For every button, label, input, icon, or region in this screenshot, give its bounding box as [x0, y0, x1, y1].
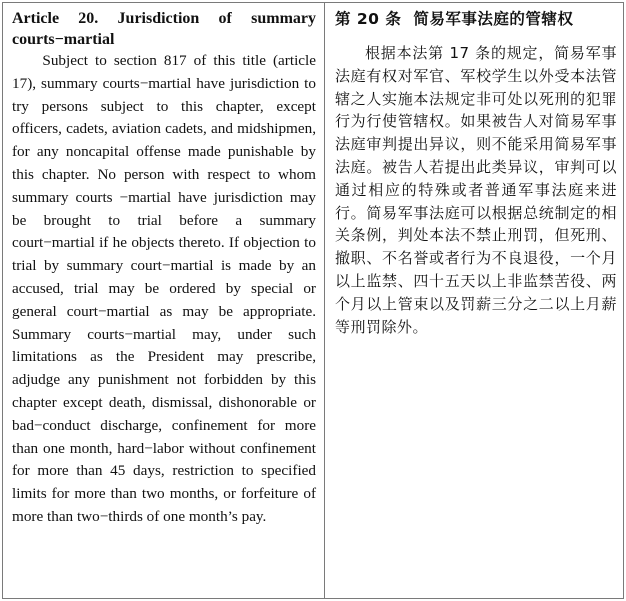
chinese-article-heading — [335, 8, 617, 30]
chinese-article-body: 根据本法第 17 条的规定，简易军事法庭有权对军官、军校学生以外受本法管辖之人实施本法规定非可处以死刑的犯罪行为行使管辖权。如果被告人对简易军事法庭审判提出异议，则不能采用简易军事法庭。被告人若提出此类异议，审判可以通过相应的特殊或者普通军事法庭来进行。简易军事法庭可以根据总统制定的相关条例，判处本法不禁止刑罚，但死刑、撤职、不名誉或者行为不良退役，一个月以上监禁、四十五天以上非监禁苦役、两个月以上管束以及罚薪三分之二以上月薪等刑罚除外。 — [335, 44, 617, 336]
english-article-title: Article 20. Jurisdiction of summary courts−martial — [12, 10, 316, 48]
bilingual-article-table — [2, 2, 624, 599]
chinese-article-number: 第 20 条 — [335, 10, 402, 28]
english-article-body: Subject to section 817 of this title (article 17), summary courts−martial have jurisdiction to try persons subject to this chapter, except officers, cadets, aviation cadets, and midshipmen, for any noncapital offense made punishable by this chapter. No person with respect to whom summary courts −martial have jurisdiction may be brought to trial before a summary court−martial if he objects thereto. If objection to trial by summary court−martial is made by an accused, trial may be ordered by special or general court−martial as may be appropriate. Summary courts−martial may, under such limitations as the President may prescribe, adjudge any punishment not forbidden by this chapter except death, dismissal, dishonorable or bad−conduct discharge, confinement for more than one month, hard−labor without confinement for more than 45 days, restriction to specified limits for more than two months, or forfeiture of more than two−thirds of one month’s pay. — [12, 52, 316, 525]
chinese-column — [325, 3, 623, 598]
english-column — [3, 3, 325, 598]
chinese-article-title: 简易军事法庭的管辖权 — [413, 10, 574, 28]
